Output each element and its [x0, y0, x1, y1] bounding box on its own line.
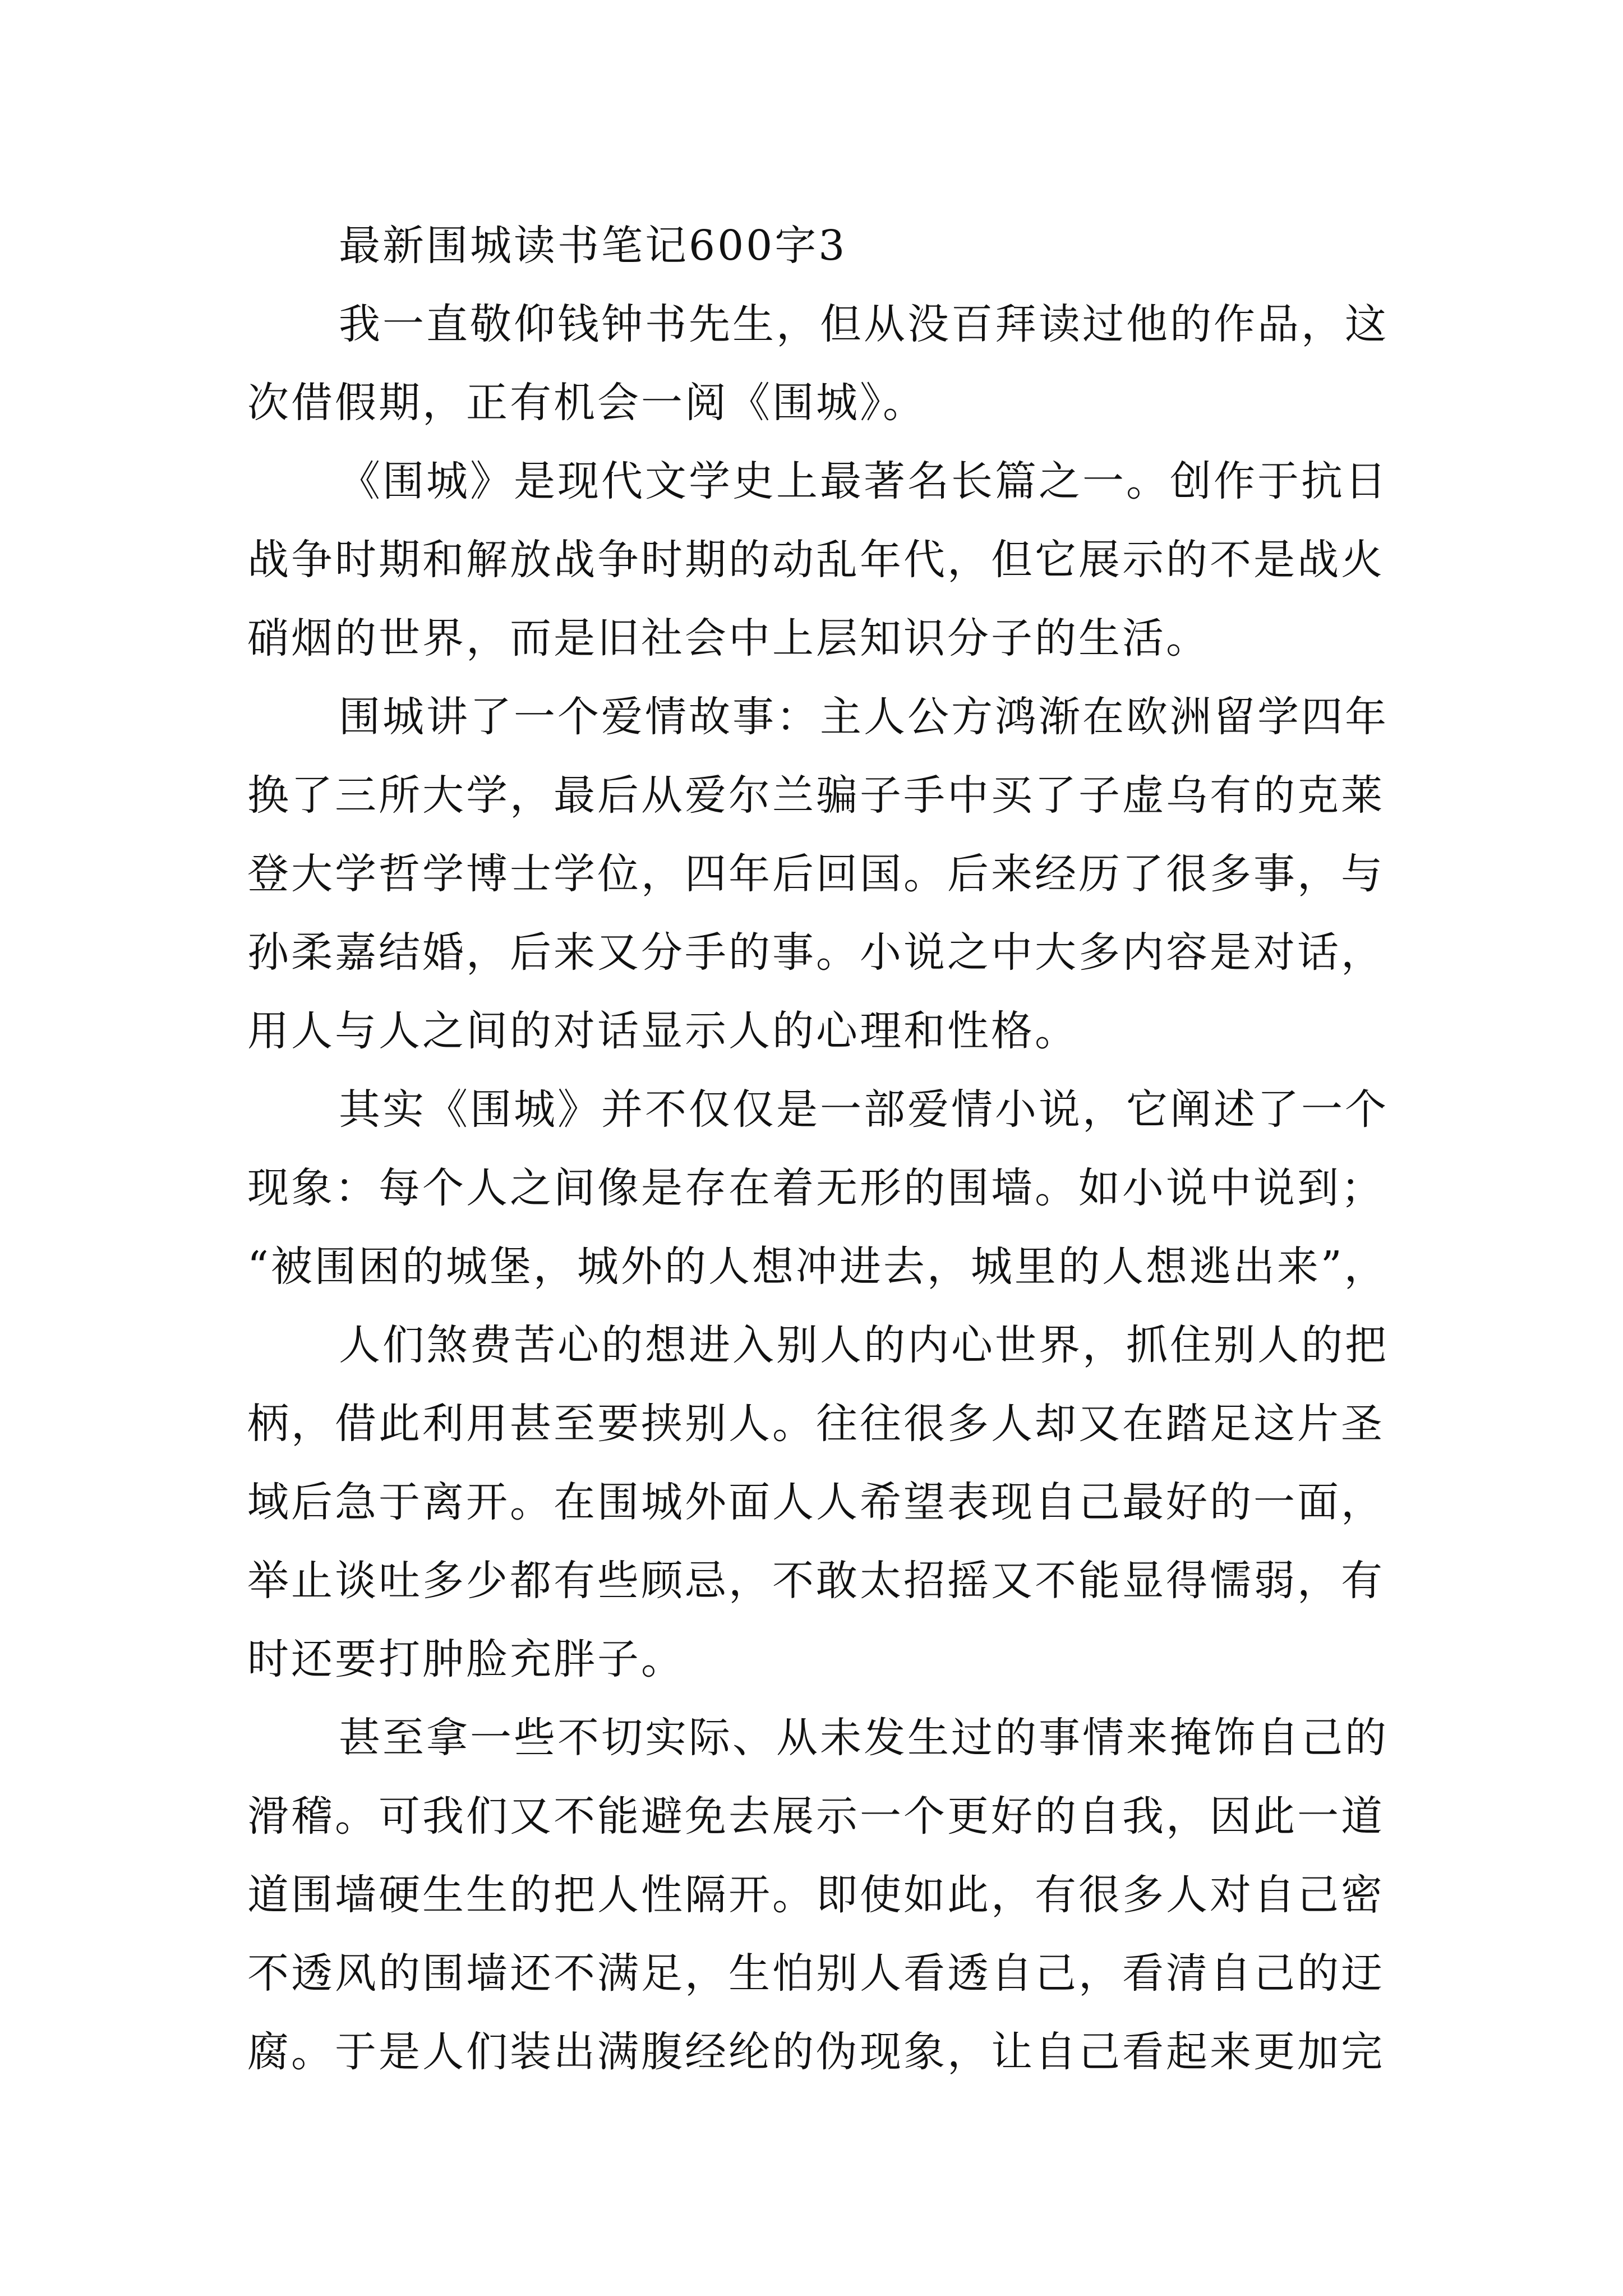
paragraph-line: 围城讲了一个爱情故事：主人公方鸿渐在欧洲留学四年 [339, 693, 1389, 741]
paragraph-line: 现象：每个人之间像是存在着无形的围墙。如小说中说到； [247, 1164, 1385, 1212]
paragraph-line: 用人与人之间的对话显示人的心理和性格。 [247, 1007, 1078, 1055]
paragraph-line: 滑稽。可我们又不能避免去展示一个更好的自我，因此一道 [247, 1792, 1385, 1841]
paragraph-line: 人们煞费苦心的想进入别人的内心世界，抓住别人的把 [339, 1321, 1389, 1369]
paragraph-line: 腐。于是人们装出满腹经纶的伪现象，让自己看起来更加完 [247, 2028, 1385, 2076]
document-title: 最新围城读书笔记600字3 [339, 222, 847, 270]
paragraph-line: 域后急于离开。在围城外面人人希望表现自己最好的一面， [247, 1478, 1385, 1526]
paragraph-line: 柄，借此利用甚至要挟别人。往往很多人却又在踏足这片圣 [247, 1400, 1385, 1448]
paragraph-line: “被围困的城堡，城外的人想冲进去，城里的人想逃出来”， [247, 1243, 1388, 1291]
paragraph-line: 其实《围城》并不仅仅是一部爱情小说，它阐述了一个 [339, 1085, 1389, 1134]
paragraph-line: 孙柔嘉结婚，后来又分手的事。小说之中大多内容是对话， [247, 928, 1385, 977]
paragraph-line: 不透风的围墙还不满足，生怕别人看透自己，看清自己的迂 [247, 1949, 1385, 1998]
paragraph-line: 《围城》是现代文学史上最著名长篇之一。创作于抗日 [339, 457, 1389, 505]
paragraph-line: 我一直敬仰钱钟书先生，但从没百拜读过他的作品，这 [339, 300, 1389, 348]
paragraph-line: 道围墙硬生生的把人性隔开。即使如此，有很多人对自己密 [247, 1871, 1385, 1919]
paragraph-line: 甚至拿一些不切实际、从未发生过的事情来掩饰自己的 [339, 1714, 1389, 1762]
paragraph-line: 硝烟的世界，而是旧社会中上层知识分子的生活。 [247, 614, 1210, 662]
paragraph-line: 登大学哲学博士学位，四年后回国。后来经历了很多事，与 [247, 850, 1385, 898]
paragraph-line: 时还要打肿脸充胖子。 [247, 1635, 685, 1683]
paragraph-line: 战争时期和解放战争时期的动乱年代，但它展示的不是战火 [247, 536, 1385, 584]
paragraph-line: 举止谈吐多少都有些顾忌，不敢太招摇又不能显得懦弱，有 [247, 1557, 1385, 1605]
paragraph-line: 次借假期，正有机会一阅《围城》。 [247, 379, 926, 427]
paragraph-line: 换了三所大学，最后从爱尔兰骗子手中买了子虚乌有的克莱 [247, 771, 1385, 820]
